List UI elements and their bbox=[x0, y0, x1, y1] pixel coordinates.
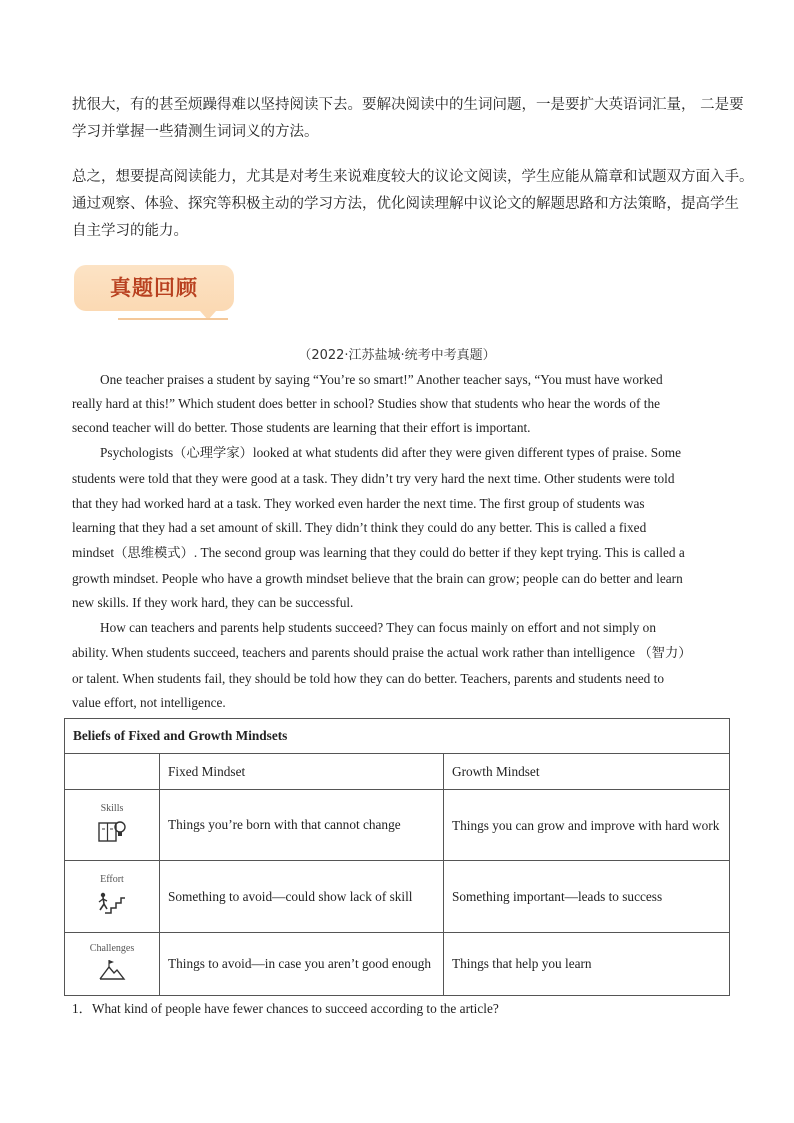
table-row bbox=[65, 933, 730, 996]
passage-line: new skills. If they work hard, they can be successful. bbox=[72, 595, 354, 610]
row-label: Challenges bbox=[89, 942, 135, 954]
table-header-fixed: Fixed Mindset bbox=[160, 754, 444, 790]
row-icon-cell bbox=[65, 861, 160, 933]
passage-line: value effort, not intelligence. bbox=[72, 695, 226, 710]
question-1: 1．What kind of people have fewer chances to succeed according to the article? bbox=[72, 1001, 499, 1016]
question-source: （2022·江苏盐城·统考中考真题） bbox=[298, 348, 496, 363]
stairs-icon bbox=[97, 889, 127, 915]
row-label: Skills bbox=[100, 802, 124, 814]
passage-line: learning that they had a set amount of skill. They didn’t think they could do any better. This is called a fixed bbox=[72, 520, 647, 535]
intro-line-1: 扰很大，有的甚至烦躁得难以坚持阅读下去。要解决阅读中的生词问题，一是要扩大英语词汇量， 二是要 bbox=[72, 97, 744, 113]
passage-line: How can teachers and parents help students succeed? They can focus mainly on effort and not simply on bbox=[100, 620, 656, 635]
growth-belief: Things you can grow and improve with hard work bbox=[444, 790, 730, 861]
passage-line: or talent. When students fail, they should be told how they can do better. Teachers, parents and students need to bbox=[72, 671, 664, 686]
table-title: Beliefs of Fixed and Growth Mindsets bbox=[65, 719, 730, 754]
table-header-growth: Growth Mindset bbox=[444, 754, 730, 790]
row-icon-cell bbox=[65, 790, 160, 861]
passage-line: ability. When students succeed, teachers and parents should praise the actual work rather than intelligence （智力） bbox=[72, 645, 692, 660]
passage-line: mindset（思维模式）. The second group was learning that they could do better if they kept trying. This is called a bbox=[72, 545, 685, 560]
badge-title: 真题回顾 bbox=[110, 276, 198, 300]
skills-icon bbox=[97, 818, 127, 844]
growth-belief: Things that help you learn bbox=[444, 933, 730, 996]
row-label: Effort bbox=[100, 874, 124, 885]
table-row bbox=[65, 861, 730, 933]
passage-line: students were told that they were good at a task. They didn’t try very hard the next time. Other students were told bbox=[72, 471, 675, 486]
table-row bbox=[65, 790, 730, 861]
passage-line: that they had worked hard at a task. They worked even harder the next time. The first group of students was bbox=[72, 496, 645, 511]
passage-line: really hard at this!” Which student does better in school? Studies show that students who hear the words of the bbox=[72, 396, 661, 411]
passage-line: second teacher will do better. Those students are learning that their effort is important. bbox=[72, 420, 531, 435]
intro-line-5: 自主学习的能力。 bbox=[72, 223, 188, 239]
fixed-belief: Things to avoid—in case you aren’t good enough bbox=[160, 933, 444, 996]
table-header-empty bbox=[65, 754, 160, 790]
passage-line: Psychologists（心理学家）looked at what students did after they were given different types of praise. Some bbox=[100, 445, 682, 460]
intro-line-4: 通过观察、体验、探究等积极主动的学习方法，优化阅读理解中议论文的解题思路和方法策略，提高学生 bbox=[72, 196, 739, 212]
mindsets-table bbox=[64, 718, 730, 996]
mountain-icon bbox=[97, 958, 127, 982]
row-icon-cell bbox=[65, 933, 160, 996]
section-badge bbox=[74, 265, 234, 315]
intro-line-2: 学习并掌握一些猜测生词词义的方法。 bbox=[72, 124, 319, 140]
fixed-belief: Something to avoid—could show lack of skill bbox=[160, 861, 444, 933]
growth-belief: Something important—leads to success bbox=[444, 861, 730, 933]
passage-line: One teacher praises a student by saying “You’re so smart!” Another teacher says, “You must have worked bbox=[100, 372, 663, 387]
fixed-belief: Things you’re born with that cannot change bbox=[160, 790, 444, 861]
intro-line-3: 总之，想要提高阅读能力，尤其是对考生来说难度较大的议论文阅读，学生应能从篇章和试题双方面入手。 bbox=[72, 169, 754, 185]
badge-underline bbox=[118, 318, 228, 320]
passage-line: growth mindset. People who have a growth mindset believe that the brain can grow; people can do better and learn bbox=[72, 571, 683, 586]
